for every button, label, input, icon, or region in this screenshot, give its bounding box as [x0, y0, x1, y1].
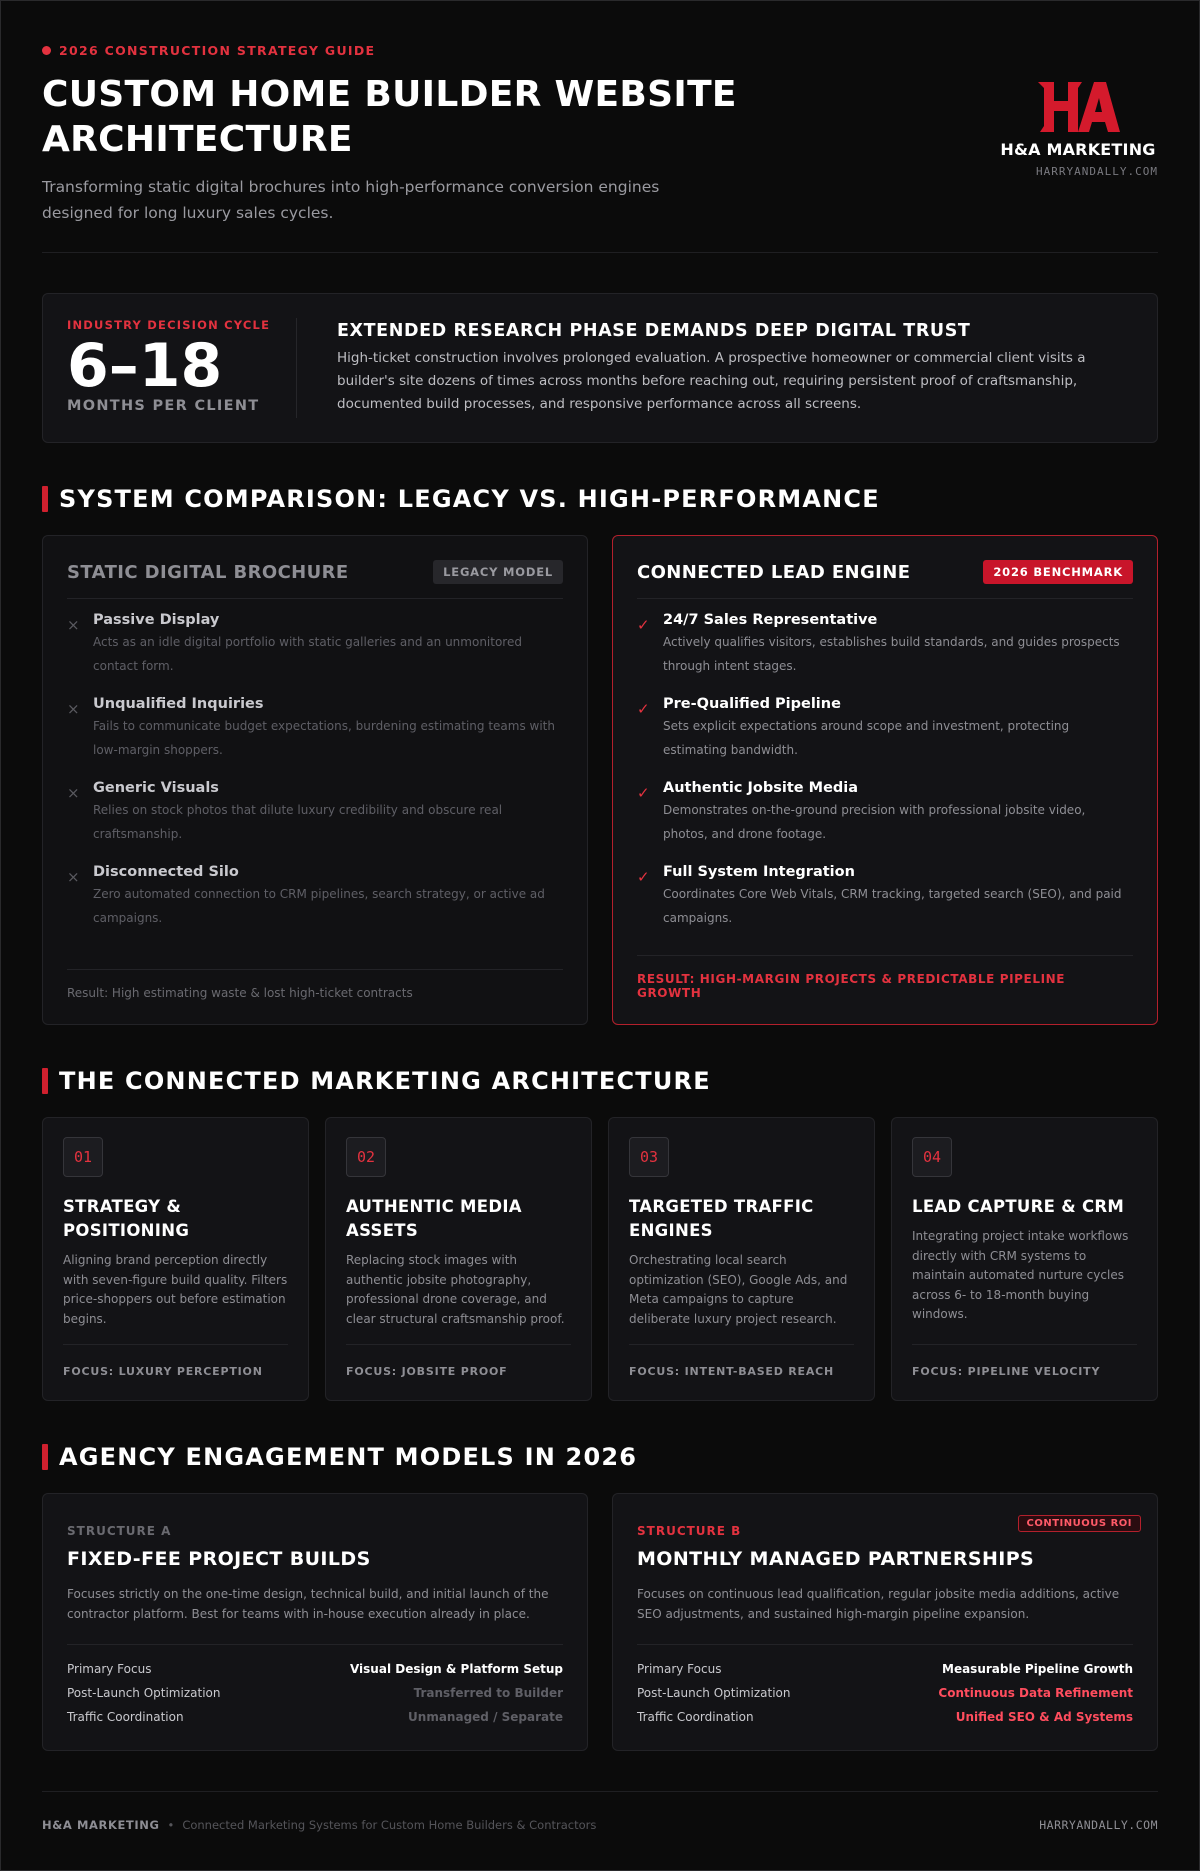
footer-tagline: Connected Marketing Systems for Custom Home Builders & Contractors: [182, 1818, 597, 1832]
page-title: CUSTOM HOME BUILDER WEBSITE ARCHITECTURE: [42, 74, 737, 160]
list-item: [67, 696, 563, 767]
row-key: Post-Launch Optimization: [637, 1686, 791, 1700]
logo-name: H&A MARKETING: [1000, 140, 1156, 159]
item-title: Full System Integration: [663, 864, 855, 880]
item-title: Unqualified Inquiries: [93, 696, 264, 712]
legacy-items: [67, 612, 563, 935]
table-row: [67, 1681, 563, 1705]
step-number: 02: [346, 1137, 386, 1177]
card-body: Orchestrating local search optimization (SEO), Google Ads, and Meta campaigns to capture deliberate luxury project research.: [629, 1253, 848, 1326]
eyebrow-text: 2026 CONSTRUCTION STRATEGY GUIDE: [59, 43, 376, 58]
structure-label: STRUCTURE B: [637, 1524, 742, 1538]
brand-logo: [998, 78, 1158, 178]
footer-left: [42, 1818, 596, 1832]
row-key: Post-Launch Optimization: [67, 1686, 221, 1700]
list-item: [67, 864, 563, 935]
table-row: [67, 1705, 563, 1729]
x-icon: ×: [67, 868, 80, 886]
card-result: RESULT: HIGH-MARGIN PROJECTS & PREDICTABLE PIPELINE GROWTH: [637, 955, 1133, 1000]
stat-heading: EXTENDED RESEARCH PHASE DEMANDS DEEP DIGITAL TRUST: [337, 321, 971, 341]
item-title: Disconnected Silo: [93, 864, 239, 880]
row-value: Visual Design & Platform Setup: [349, 1662, 563, 1676]
table-row: [67, 1657, 563, 1681]
architecture-card: [608, 1117, 875, 1401]
item-desc: Relies on stock photos that dilute luxury credibility and obscure real craftsmanship.: [93, 803, 503, 841]
section-title: SYSTEM COMPARISON: LEGACY VS. HIGH-PERFORMANCE: [59, 485, 880, 513]
card-focus: FOCUS: LUXURY PERCEPTION: [63, 1344, 288, 1378]
header: [42, 43, 1158, 248]
item-title: Passive Display: [93, 612, 220, 628]
card-title: MONTHLY MANAGED PARTNERSHIPS: [637, 1548, 1035, 1570]
section-title: AGENCY ENGAGEMENT MODELS IN 2026: [59, 1443, 638, 1471]
table-row: [637, 1681, 1133, 1705]
section-accent-bar: [42, 486, 48, 512]
row-value: Unified SEO & Ad Systems: [955, 1710, 1133, 1724]
card-focus: FOCUS: INTENT-BASED REACH: [629, 1344, 854, 1378]
card-title: CONNECTED LEAD ENGINE: [637, 561, 911, 583]
architecture-card: [42, 1117, 309, 1401]
check-icon: ✓: [637, 616, 650, 634]
card-title: STATIC DIGITAL BROCHURE: [67, 561, 349, 583]
item-desc: Actively qualifies visitors, establishes build standards, and guides prospects through intent stages.: [663, 635, 1120, 673]
card-title: FIXED-FEE PROJECT BUILDS: [67, 1548, 371, 1570]
engine-items: [637, 612, 1133, 935]
footer-brand: H&A MARKETING: [42, 1818, 160, 1832]
step-number: 04: [912, 1137, 952, 1177]
table-row: [637, 1705, 1133, 1729]
eyebrow: [42, 43, 1158, 58]
page-subtitle: Transforming static digital brochures into high-performance conversion engines designed for long luxury sales cycles.: [42, 178, 660, 222]
item-desc: Demonstrates on-the-ground precision with professional jobsite video, photos, and drone footage.: [663, 803, 1086, 841]
legacy-card: [42, 535, 588, 1025]
item-title: Pre-Qualified Pipeline: [663, 696, 841, 712]
section-accent-bar: [42, 1444, 48, 1470]
row-key: Traffic Coordination: [637, 1710, 754, 1724]
feature-rows: [67, 1657, 563, 1729]
check-icon: ✓: [637, 784, 650, 802]
footer: [42, 1818, 1158, 1832]
decision-cycle-panel: [42, 293, 1158, 443]
item-desc: Acts as an idle digital portfolio with static galleries and an unmonitored contact form.: [93, 635, 522, 673]
list-item: [637, 864, 1133, 935]
footer-separator: •: [167, 1818, 175, 1832]
stat-block: [67, 318, 297, 418]
x-icon: ×: [67, 616, 80, 634]
row-value: Transferred to Builder: [413, 1686, 563, 1700]
architecture-card: [325, 1117, 592, 1401]
card-header: [637, 560, 1133, 599]
item-desc: Zero automated connection to CRM pipelines, search strategy, or active ad campaigns.: [93, 887, 545, 925]
list-item: [67, 780, 563, 851]
footer-divider: [42, 1791, 1158, 1792]
section-title: THE CONNECTED MARKETING ARCHITECTURE: [59, 1067, 711, 1095]
x-icon: ×: [67, 700, 80, 718]
check-icon: ✓: [637, 700, 650, 718]
x-icon: ×: [67, 784, 80, 802]
section-accent-bar: [42, 1068, 48, 1094]
row-value: Unmanaged / Separate: [408, 1710, 563, 1724]
header-divider: [42, 252, 1158, 253]
card-body: Aligning brand perception directly with seven-figure build quality. Filters price-shoppers out before estimation begins.: [63, 1253, 288, 1326]
card-result: Result: High estimating waste & lost high-ticket contracts: [67, 969, 563, 1000]
row-value: Measurable Pipeline Growth: [942, 1662, 1133, 1676]
check-icon: ✓: [637, 868, 650, 886]
stat-body: High-ticket construction involves prolonged evaluation. A prospective homeowner or commercial client visits a builder's site dozens of times across months before reaching out, requiring persistent proof of craftsmanship, documented build processes, and responsive performance across all screens.: [337, 350, 1086, 412]
card-title: STRATEGY & POSITIONING: [63, 1197, 190, 1240]
list-item: [637, 612, 1133, 683]
engagement-grid: [42, 1493, 1158, 1751]
structure-label: STRUCTURE A: [67, 1524, 172, 1538]
item-desc: Coordinates Core Web Vitals, CRM tracking, targeted search (SEO), and paid campaigns.: [663, 887, 1122, 925]
table-row: [637, 1657, 1133, 1681]
card-focus: FOCUS: JOBSITE PROOF: [346, 1344, 571, 1378]
row-key: Traffic Coordination: [67, 1710, 184, 1724]
card-title: AUTHENTIC MEDIA ASSETS: [346, 1197, 522, 1240]
card-focus: FOCUS: PIPELINE VELOCITY: [912, 1344, 1137, 1378]
item-desc: Sets explicit expectations around scope and investment, protecting estimating bandwidth.: [663, 719, 1070, 757]
feature-rows: [637, 1657, 1133, 1729]
engine-card: [612, 535, 1158, 1025]
benchmark-tag: 2026 BENCHMARK: [983, 560, 1133, 584]
stat-unit: MONTHS PER CLIENT: [67, 398, 260, 414]
list-item: [637, 696, 1133, 767]
architecture-grid: [42, 1117, 1158, 1401]
engagement-card-fixed-fee: [42, 1493, 588, 1751]
item-title: 24/7 Sales Representative: [663, 612, 878, 628]
item-title: Generic Visuals: [93, 780, 219, 796]
card-title: LEAD CAPTURE & CRM: [912, 1197, 1125, 1216]
card-body: Integrating project intake workflows directly with CRM systems to maintain automated nurture cycles across 6- to 18-month buying windows.: [912, 1229, 1129, 1321]
ha-monogram-logo: [1034, 78, 1122, 136]
item-desc: Fails to communicate budget expectations, burdening estimating teams with low-margin shoppers.: [93, 719, 555, 757]
eyebrow-dot: [42, 46, 51, 55]
stat-value: 6–18: [67, 331, 223, 401]
architecture-card: [891, 1117, 1158, 1401]
row-value: Continuous Data Refinement: [938, 1686, 1133, 1700]
continuous-roi-badge: CONTINUOUS ROI: [1018, 1515, 1141, 1532]
engagement-card-managed: [612, 1493, 1158, 1751]
section-header-comparison: [42, 485, 1158, 513]
card-body: Focuses strictly on the one-time design, technical build, and initial launch of the contractor platform. Best for teams with in-house execution already in place.: [67, 1584, 563, 1645]
step-number: 03: [629, 1137, 669, 1177]
legacy-model-tag: LEGACY MODEL: [433, 560, 563, 584]
section-header-engagement: [42, 1443, 1158, 1471]
footer-url[interactable]: HARRYANDALLY.COM: [1039, 1818, 1158, 1832]
row-key: Primary Focus: [637, 1662, 722, 1676]
step-number: 01: [63, 1137, 103, 1177]
card-header: [67, 560, 563, 599]
list-item: [637, 780, 1133, 851]
stat-description: [297, 318, 1133, 418]
stat-label: INDUSTRY DECISION CYCLE: [67, 318, 271, 332]
comparison-grid: [42, 535, 1158, 1025]
card-body: Replacing stock images with authentic jobsite photography, professional drone coverage, and clear structural craftsmanship proof.: [346, 1253, 565, 1326]
item-title: Authentic Jobsite Media: [663, 780, 859, 796]
row-key: Primary Focus: [67, 1662, 152, 1676]
card-title: TARGETED TRAFFIC ENGINES: [629, 1197, 814, 1240]
logo-url[interactable]: HARRYANDALLY.COM: [1036, 165, 1158, 178]
section-header-architecture: [42, 1067, 1158, 1095]
list-item: [67, 612, 563, 683]
card-body: Focuses on continuous lead qualification, regular jobsite media additions, active SEO adjustments, and sustained high-margin pipeline expansion.: [637, 1584, 1133, 1645]
